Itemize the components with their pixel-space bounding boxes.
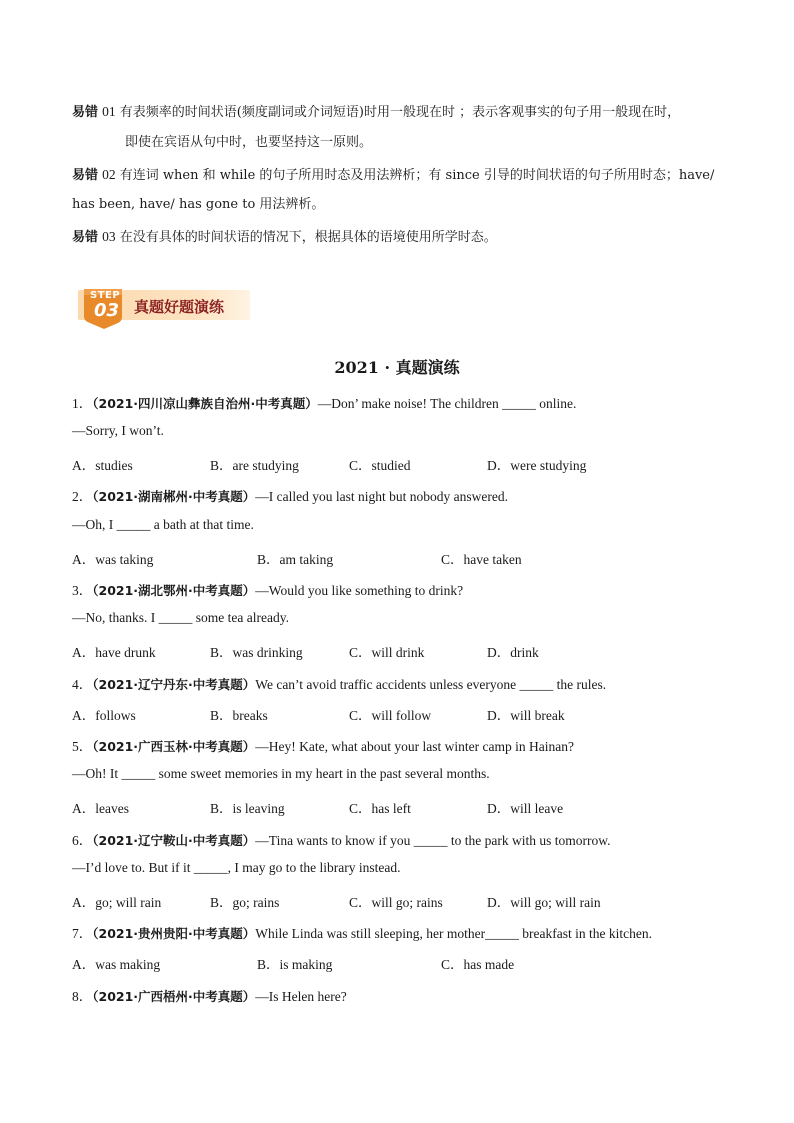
q4-option-a[interactable]: A．follows xyxy=(72,708,136,723)
note-text: 在没有具体的时间状语的情况下，根据具体的语境使用所学时态。 xyxy=(119,230,497,245)
q6-option-b[interactable]: B．go; rains xyxy=(210,895,280,910)
question-6-reply: —I’d love to. But if it _____, I may go to the library instead. xyxy=(72,860,401,875)
note-number: 01 xyxy=(102,104,116,119)
q7-option-c[interactable]: C．has made xyxy=(441,957,515,972)
q6-option-c[interactable]: C．will go; rains xyxy=(349,895,443,910)
question-source: （2021·辽宁鞍山·中考真题） xyxy=(92,833,256,848)
question-5-stem xyxy=(72,735,574,755)
question-number: 6． xyxy=(72,833,93,848)
question-source: （2021·广西梧州·中考真题） xyxy=(92,989,256,1004)
q1-option-c[interactable]: C．studied xyxy=(349,458,411,473)
note-2-line-1 xyxy=(72,167,714,184)
q6-option-a[interactable]: A．go; will rain xyxy=(72,895,162,910)
question-text: —Is Helen here? xyxy=(255,989,347,1004)
question-number: 3． xyxy=(72,583,93,598)
q3-option-b[interactable]: B．was drinking xyxy=(210,645,303,660)
q2-option-c[interactable]: C．have taken xyxy=(441,552,522,567)
note-number: 02 xyxy=(102,167,116,182)
question-3-stem xyxy=(72,579,463,599)
q5-option-a[interactable]: A．leaves xyxy=(72,801,129,816)
step-number: 03 xyxy=(94,300,120,321)
question-text: —Hey! Kate, what about your last winter camp in Hainan? xyxy=(255,739,574,754)
q4-option-b[interactable]: B．breaks xyxy=(210,708,268,723)
question-2-stem xyxy=(72,485,508,505)
note-label: 易错 xyxy=(72,230,99,245)
question-4-stem xyxy=(72,673,606,693)
question-text: —Would you like something to drink? xyxy=(255,583,464,598)
question-source: （2021·广西玉林·中考真题） xyxy=(92,739,256,754)
question-6-stem xyxy=(72,829,611,849)
question-source: （2021·四川凉山彝族自治州·中考真题） xyxy=(92,396,318,411)
q3-option-a[interactable]: A．have drunk xyxy=(72,645,156,660)
q1-option-d[interactable]: D．were studying xyxy=(487,458,587,473)
note-1-line-2: 即使在宾语从句中时，也要坚持这一原则。 xyxy=(125,135,373,150)
note-label: 易错 xyxy=(72,168,99,183)
q5-option-d[interactable]: D．will leave xyxy=(487,801,564,816)
q7-option-b[interactable]: B．is making xyxy=(257,957,333,972)
question-text: While Linda was still sleeping, her mother_____ breakfast in the kitchen. xyxy=(255,926,652,941)
question-3-reply: —No, thanks. I _____ some tea already. xyxy=(72,610,289,625)
note-label: 易错 xyxy=(72,105,99,120)
q2-option-b[interactable]: B．am taking xyxy=(257,552,334,567)
note-1-line-1 xyxy=(72,104,680,121)
question-number: 2． xyxy=(72,489,93,504)
question-text: —Don’ make noise! The children _____ online. xyxy=(317,396,577,411)
question-1-reply: —Sorry, I won’t. xyxy=(72,423,164,438)
section-title: 2021 · 真题演练 xyxy=(334,358,460,377)
q1-option-b[interactable]: B．are studying xyxy=(210,458,299,473)
note-text: 有表频率的时间状语(频度副词或介词短语)时用一般现在时 ；表示客观事实的句子用一般现在时， xyxy=(119,105,681,120)
question-2-reply: —Oh, I _____ a bath at that time. xyxy=(72,517,254,532)
q5-option-c[interactable]: C．has left xyxy=(349,801,411,816)
note-number: 03 xyxy=(102,229,116,244)
q6-option-d[interactable]: D．will go; will rain xyxy=(487,895,601,910)
question-number: 4． xyxy=(72,677,93,692)
q3-option-d[interactable]: D．drink xyxy=(487,645,539,660)
q1-option-a[interactable]: A．studies xyxy=(72,458,133,473)
step-word: STEP xyxy=(90,290,121,301)
question-source: （2021·湖北鄂州·中考真题） xyxy=(92,583,256,598)
q3-option-c[interactable]: C．will drink xyxy=(349,645,425,660)
question-source: （2021·贵州贵阳·中考真题） xyxy=(92,926,256,941)
question-5-reply: —Oh! It _____ some sweet memories in my heart in the past several months. xyxy=(72,766,490,781)
question-text: —I called you last night but nobody answered. xyxy=(255,489,508,504)
question-source: （2021·湖南郴州·中考真题） xyxy=(92,489,256,504)
question-source: （2021·辽宁丹东·中考真题） xyxy=(92,677,256,692)
banner-title: 真题好题演练 xyxy=(134,298,225,316)
note-2-line-2: has been, have/ has gone to 用法辨析。 xyxy=(72,197,325,212)
question-number: 5． xyxy=(72,739,93,754)
note-text: 有连词 when 和 while 的句子所用时态及用法辨析；有 since 引导的时间状语的句子所用时态；have/ xyxy=(119,168,715,183)
q4-option-c[interactable]: C．will follow xyxy=(349,708,432,723)
question-number: 8． xyxy=(72,989,93,1004)
q7-option-a[interactable]: A．was making xyxy=(72,957,161,972)
q4-option-d[interactable]: D．will break xyxy=(487,708,565,723)
question-7-stem xyxy=(72,922,652,942)
question-1-stem xyxy=(72,392,576,412)
question-number: 7． xyxy=(72,926,93,941)
note-3-line-1 xyxy=(72,229,497,246)
question-text: —Tina wants to know if you _____ to the park with us tomorrow. xyxy=(255,833,611,848)
q5-option-b[interactable]: B．is leaving xyxy=(210,801,285,816)
question-number: 1． xyxy=(72,396,93,411)
question-text: We can’t avoid traffic accidents unless everyone _____ the rules. xyxy=(255,677,607,692)
question-8-stem xyxy=(72,985,347,1005)
q2-option-a[interactable]: A．was taking xyxy=(72,552,154,567)
